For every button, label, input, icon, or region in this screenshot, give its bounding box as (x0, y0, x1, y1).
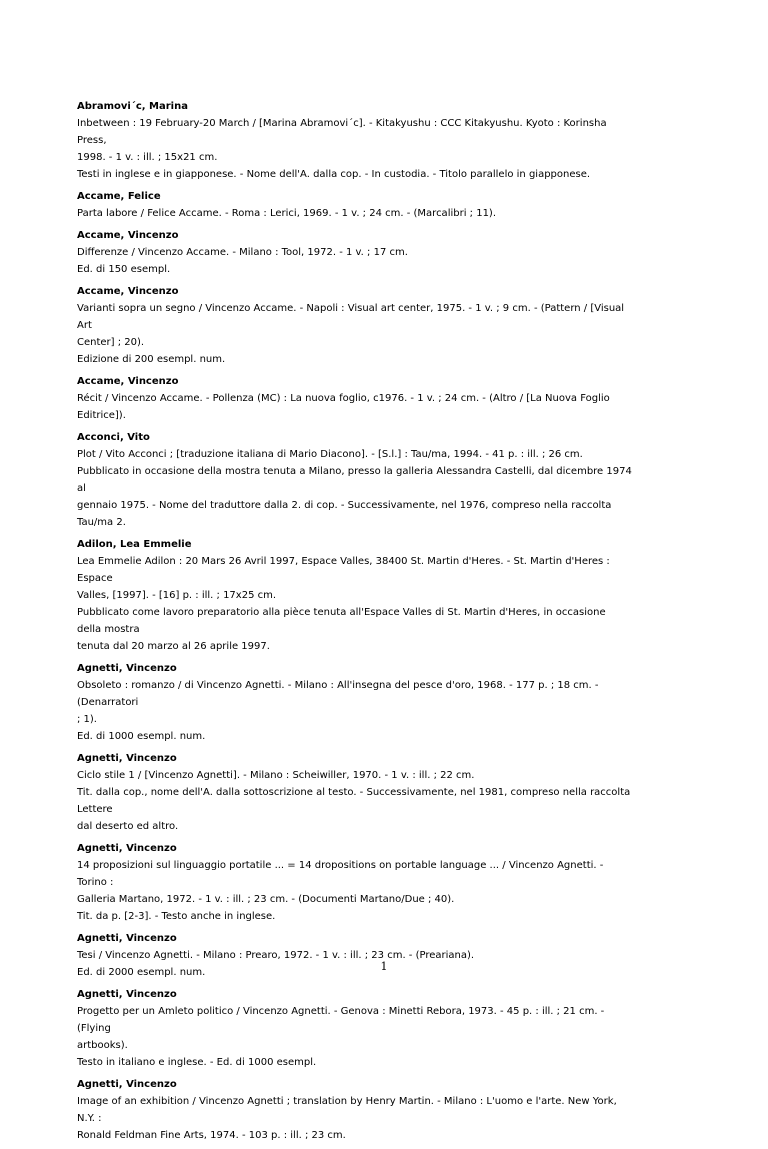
entry-note: Tit. da p. [2-3]. - Testo anche in inglese. (77, 911, 276, 922)
entry-author: Agnetti, Vincenzo (77, 933, 177, 944)
entry-note: Pubblicato come lavoro preparatorio alla pièce tenuta all'Espace Valles di St. Martin d'Heres, in occasione della mostra tenuta dal 20 marzo al 26 aprile 1997. (77, 607, 606, 652)
entry-description: Parta labore / Felice Accame. - Roma : Lerici, 1969. - 1 v. ; 24 cm. - (Marcalibri ; 11). (77, 208, 497, 219)
bibliography-entry (77, 373, 632, 424)
entry-description: Plot / Vito Acconci ; [traduzione italiana di Mario Diacono]. - [S.l.] : Tau/ma, 1994. - 41 p. : ill. ; 26 cm. (77, 449, 583, 460)
entry-author: Agnetti, Vincenzo (77, 843, 177, 854)
page-number: 1 (380, 960, 388, 973)
bibliography-list (77, 98, 632, 1149)
entry-description: Differenze / Vincenzo Accame. - Milano : Tool, 1972. - 1 v. ; 17 cm. (77, 247, 408, 258)
entry-note: Ed. di 150 esempl. (77, 264, 171, 275)
bibliography-entry (77, 188, 632, 222)
entry-description: Inbetween : 19 February-20 March / [Marina Abramovi´c]. - Kitakyushu : CCC Kitakyushu. Kyoto : Korinsha Press, 1998. - 1 v. : ill. ; 15x21 cm. (77, 118, 607, 163)
entry-note: Testi in inglese e in giapponese. - Nome dell'A. dalla cop. - In custodia. - Titolo parallelo in giapponese. (77, 169, 591, 180)
entry-note: Tit. dalla cop., nome dell'A. dalla sottoscrizione al testo. - Successivamente, nel 1981, compreso nella raccolta Lettere dal deserto ed altro. (77, 787, 631, 832)
entry-description: Varianti sopra un segno / Vincenzo Accame. - Napoli : Visual art center, 1975. - 1 v. ; 9 cm. - (Pattern / [Visual Art Center] ; 20). (77, 303, 625, 348)
entry-note: Ed. di 1000 esempl. num. (77, 731, 206, 742)
entry-description: Lea Emmelie Adilon : 20 Mars 26 Avril 1997, Espace Valles, 38400 St. Martin d'Heres. - St. Martin d'Heres : Espace Valles, [1997]. - [16] p. : ill. ; 17x25 cm. (77, 556, 610, 601)
entry-author: Accame, Felice (77, 191, 161, 202)
entry-note: Pubblicato in occasione della mostra tenuta a Milano, presso la galleria Alessandra Castelli, dal dicembre 1974 al gennaio 1975. - Nome del traduttore dalla 2. di cop. - Successivamente, nel 1976, compreso nella raccolta Tau/ma 2. (77, 466, 632, 528)
entry-description: Image of an exhibition / Vincenzo Agnetti ; translation by Henry Martin. - Milano : L'uomo e l'arte. New York, N.Y. : Ronald Feldman Fine Arts, 1974. - 103 p. : ill. ; 23 cm. (77, 1096, 617, 1141)
bibliography-entry (77, 986, 632, 1071)
entry-author: Agnetti, Vincenzo (77, 989, 177, 1000)
entry-description: 14 proposizioni sul linguaggio portatile ... = 14 dropositions on portable language ... / Vincenzo Agnetti. - Torino : Galleria Martano, 1972. - 1 v. : ill. ; 23 cm. - (Documenti Martano/Due ; 40). (77, 860, 604, 905)
entry-description: Tesi / Vincenzo Agnetti. - Milano : Prearo, 1972. - 1 v. : ill. ; 23 cm. - (Preariana). (77, 950, 475, 961)
entry-author: Acconci, Vito (77, 432, 150, 443)
bibliography-entry (77, 227, 632, 278)
bibliography-entry (77, 429, 632, 531)
entry-author: Accame, Vincenzo (77, 230, 179, 241)
entry-description: Ciclo stile 1 / [Vincenzo Agnetti]. - Milano : Scheiwiller, 1970. - 1 v. : ill. ; 22 cm. (77, 770, 475, 781)
bibliography-entry (77, 840, 632, 925)
entry-author: Agnetti, Vincenzo (77, 753, 177, 764)
bibliography-entry (77, 98, 632, 183)
entry-description: Récit / Vincenzo Accame. - Pollenza (MC) : La nuova foglio, c1976. - 1 v. ; 24 cm. - (Altro / [La Nuova Foglio Editrice]). (77, 393, 610, 421)
entry-author: Abramovi´c, Marina (77, 101, 188, 112)
bibliography-entry (77, 536, 632, 655)
entry-note: Edizione di 200 esempl. num. (77, 354, 226, 365)
entry-author: Agnetti, Vincenzo (77, 1079, 177, 1090)
entry-author: Adilon, Lea Emmelie (77, 539, 192, 550)
entry-description: Progetto per un Amleto politico / Vincenzo Agnetti. - Genova : Minetti Rebora, 1973. - 45 p. : ill. ; 21 cm. - (Flying artbooks). (77, 1006, 605, 1051)
entry-author: Accame, Vincenzo (77, 376, 179, 387)
bibliography-entry (77, 660, 632, 745)
entry-author: Accame, Vincenzo (77, 286, 179, 297)
bibliography-entry (77, 1076, 632, 1144)
bibliography-entry (77, 750, 632, 835)
entry-description: Obsoleto : romanzo / di Vincenzo Agnetti. - Milano : All'insegna del pesce d'oro, 1968. - 177 p. ; 18 cm. - (Denarratori ; 1). (77, 680, 599, 725)
entry-note: Ed. di 2000 esempl. num. (77, 967, 206, 978)
entry-note: Testo in italiano e inglese. - Ed. di 1000 esempl. (77, 1057, 317, 1068)
bibliography-entry (77, 283, 632, 368)
entry-author: Agnetti, Vincenzo (77, 663, 177, 674)
